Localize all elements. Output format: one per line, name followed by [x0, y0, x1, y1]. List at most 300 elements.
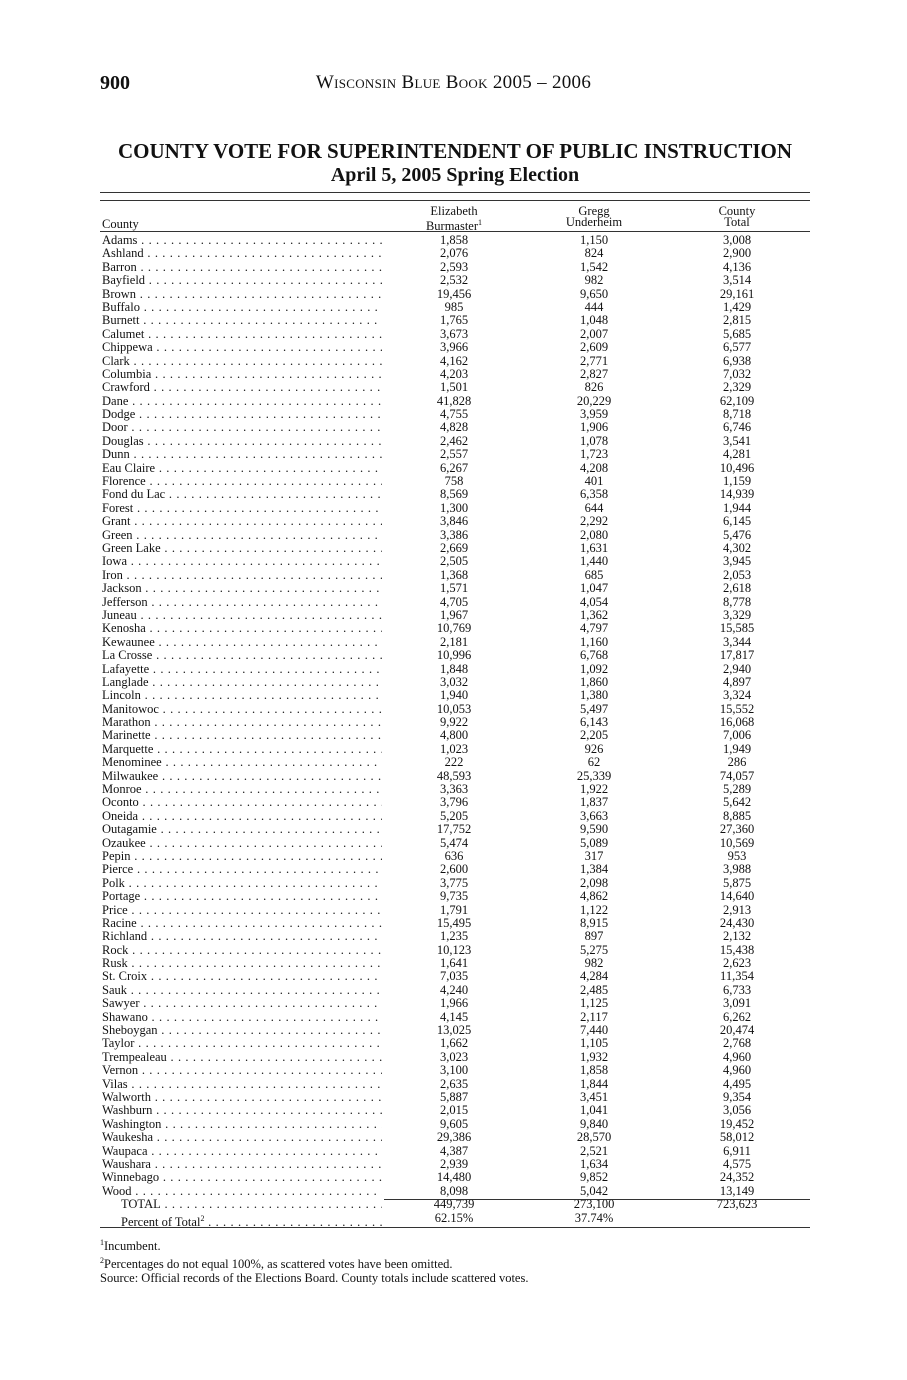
burmaster-votes: 2,462 — [439, 433, 469, 448]
county-name: Milwaukee . . . — [102, 770, 382, 783]
county-total-votes: 5,476 — [722, 527, 752, 542]
burmaster-votes: 2,635 — [439, 1076, 469, 1091]
county-name: Dane . . . — [102, 395, 382, 408]
county-name: Brown . . . — [102, 288, 382, 301]
county-total-votes: 13,149 — [719, 1183, 755, 1198]
county-name: St. Croix . . . — [102, 970, 382, 983]
underheim-votes: 1,041 — [579, 1103, 609, 1118]
col-underheim-line2: Underheim — [565, 215, 623, 229]
county-name: Waupaca . . . — [102, 1145, 382, 1158]
underheim-votes: 1,380 — [579, 688, 609, 703]
table-row — [0, 274, 907, 287]
county-name: Florence . . . — [102, 475, 382, 488]
county-name: Clark . . . — [102, 355, 382, 368]
table-row — [0, 729, 907, 742]
county-name: Waukesha . . . — [102, 1131, 382, 1144]
county-name: Jackson . . . — [102, 582, 382, 595]
underheim-votes: 20,229 — [576, 393, 612, 408]
county-total-votes: 3,056 — [722, 1103, 752, 1118]
table-row — [0, 703, 907, 716]
county-total-votes: 5,685 — [722, 326, 752, 341]
underheim-votes: 2,609 — [579, 340, 609, 355]
burmaster-votes: 3,846 — [439, 514, 469, 529]
footnotes — [100, 1236, 528, 1286]
county-total-votes: 2,053 — [722, 567, 752, 582]
table-row — [0, 970, 907, 983]
underheim-votes: 5,089 — [579, 835, 609, 850]
county-name: Wood . . . — [102, 1185, 382, 1198]
underheim-votes: 3,451 — [579, 1090, 609, 1104]
underheim-votes: 982 — [584, 273, 604, 288]
county-name: Washington . . . — [102, 1118, 382, 1131]
county-name: Juneau . . . — [102, 609, 382, 622]
underheim-votes: 1,125 — [579, 996, 609, 1011]
percent-underheim: 37.74% — [574, 1210, 614, 1225]
col-county-header: County — [102, 217, 139, 231]
county-total-votes: 1,159 — [722, 474, 752, 489]
burmaster-votes: 1,501 — [439, 380, 469, 395]
burmaster-votes: 1,765 — [439, 313, 469, 328]
county-total-votes: 2,815 — [722, 313, 752, 328]
county-total-votes: 7,032 — [722, 366, 752, 381]
burmaster-votes: 5,474 — [439, 835, 469, 850]
county-total-votes: 2,329 — [722, 380, 752, 395]
county-name: Marquette . . . — [102, 743, 382, 756]
page-title: COUNTY VOTE FOR SUPERINTENDENT OF PUBLIC INSTRUCTION — [117, 139, 793, 163]
footnote-1-mark: 1 — [100, 1238, 104, 1247]
county-total-votes: 4,960 — [722, 1063, 752, 1078]
burmaster-votes: 1,641 — [439, 956, 469, 971]
table-row — [0, 823, 907, 836]
table-row — [0, 542, 907, 555]
burmaster-votes: 13,025 — [436, 1023, 472, 1038]
burmaster-votes: 10,053 — [436, 701, 472, 716]
underheim-votes: 4,797 — [579, 621, 609, 636]
county-name: Jefferson . . . — [102, 596, 382, 609]
underheim-votes: 4,054 — [579, 594, 609, 609]
underheim-votes: 897 — [584, 929, 604, 944]
underheim-votes: 3,663 — [579, 808, 609, 823]
table-row — [0, 462, 907, 475]
burmaster-votes: 9,735 — [439, 889, 469, 904]
percent-burmaster: 62.15% — [434, 1210, 474, 1225]
table-row — [0, 609, 907, 622]
table-row — [0, 850, 907, 863]
county-name: Sawyer . . . — [102, 997, 382, 1010]
underheim-votes: 1,922 — [579, 782, 609, 797]
footnote-mark-2: 2 — [200, 1213, 205, 1223]
table-row — [0, 314, 907, 327]
burmaster-votes: 8,098 — [439, 1183, 469, 1198]
county-name: Dunn . . . — [102, 448, 382, 461]
county-total-votes: 286 — [727, 755, 747, 770]
county-name: Rock . . . — [102, 944, 382, 957]
county-total-votes: 6,746 — [722, 420, 752, 435]
burmaster-votes: 2,593 — [439, 259, 469, 274]
underheim-votes: 1,092 — [579, 661, 609, 676]
underheim-votes: 826 — [584, 380, 604, 395]
table-row — [0, 783, 907, 796]
county-total-votes: 4,281 — [722, 447, 752, 462]
running-head-bk: B — [445, 72, 459, 93]
county-name: Door . . . — [102, 421, 382, 434]
county-total-votes: 10,496 — [719, 460, 755, 475]
burmaster-votes: 3,386 — [439, 527, 469, 542]
burmaster-votes: 8,569 — [439, 487, 469, 502]
table-row — [0, 984, 907, 997]
burmaster-votes: 1,858 — [439, 233, 469, 247]
county-total-votes: 15,585 — [719, 621, 755, 636]
burmaster-votes: 6,267 — [439, 460, 469, 475]
table-row — [0, 381, 907, 394]
table-row — [0, 569, 907, 582]
underheim-votes: 6,143 — [579, 715, 609, 730]
underheim-votes: 926 — [584, 741, 604, 756]
county-name: Green . . . — [102, 529, 382, 542]
underheim-votes: 685 — [584, 567, 604, 582]
county-name: Buffalo . . . — [102, 301, 382, 314]
burmaster-votes: 2,532 — [439, 273, 469, 288]
county-total-votes: 3,344 — [722, 634, 752, 649]
burmaster-votes: 3,363 — [439, 782, 469, 797]
underheim-votes: 2,521 — [579, 1143, 609, 1158]
county-total-votes: 4,960 — [722, 1049, 752, 1064]
table-row — [0, 355, 907, 368]
col-burmaster-line1: Elizabeth — [430, 204, 478, 218]
table-row — [0, 1185, 907, 1198]
county-total-votes: 3,988 — [722, 862, 752, 877]
county-name: Racine . . . — [102, 917, 382, 930]
table-row — [0, 770, 907, 783]
col-burmaster-line2-wrap — [384, 217, 524, 232]
county-total-votes: 6,262 — [722, 1009, 752, 1024]
county-name: Menominee . . . — [102, 756, 382, 769]
underheim-votes: 2,117 — [580, 1009, 608, 1024]
underheim-votes: 7,440 — [579, 1023, 609, 1038]
underheim-votes: 9,650 — [579, 286, 609, 301]
col-burmaster-header — [384, 206, 524, 232]
county-name: Adams . . . — [102, 234, 382, 247]
county-total-votes: 3,091 — [722, 996, 752, 1011]
source-note: Source: Official records of the Elections Board. County totals include scattered votes. — [100, 1271, 529, 1286]
county-name: Langlade . . . — [102, 676, 382, 689]
burmaster-votes: 15,495 — [436, 915, 472, 930]
burmaster-votes: 3,100 — [439, 1063, 469, 1078]
county-name: Lafayette . . . — [102, 663, 382, 676]
county-total-votes: 2,623 — [722, 956, 752, 971]
table-row — [0, 596, 907, 609]
county-total-votes: 14,939 — [719, 487, 755, 502]
table-row — [0, 796, 907, 809]
county-total-votes: 14,640 — [719, 889, 755, 904]
table-row — [0, 555, 907, 568]
county-total-votes: 8,718 — [722, 407, 752, 422]
burmaster-votes: 10,769 — [436, 621, 472, 636]
county-total-votes: 3,514 — [722, 273, 752, 288]
county-name: Washburn . . . — [102, 1104, 382, 1117]
running-head-b-small: lue — [414, 72, 441, 93]
footnote-mark-1: 1 — [478, 218, 483, 227]
total-row — [0, 1198, 907, 1211]
table-row — [0, 1064, 907, 1077]
county-total-votes: 3,541 — [722, 433, 752, 448]
county-name: Richland . . . — [102, 930, 382, 943]
burmaster-votes: 1,300 — [439, 500, 469, 515]
county-total-votes: 15,552 — [719, 701, 755, 716]
county-total-votes: 8,885 — [722, 808, 752, 823]
table-row — [0, 288, 907, 301]
header-top-rule — [100, 200, 810, 201]
header-bottom-rule — [100, 231, 810, 232]
table-row — [0, 1171, 907, 1184]
table-row — [0, 1145, 907, 1158]
county-name: Dodge . . . — [102, 408, 382, 421]
burmaster-votes: 2,505 — [439, 554, 469, 569]
table-row — [0, 1158, 907, 1171]
county-name: Oconto . . . — [102, 796, 382, 809]
underheim-votes: 62 — [587, 755, 601, 770]
underheim-votes: 5,042 — [579, 1183, 609, 1198]
underheim-votes: 824 — [584, 246, 604, 261]
burmaster-votes: 3,032 — [439, 674, 469, 689]
burmaster-votes: 2,181 — [439, 634, 469, 649]
county-total-votes: 24,352 — [719, 1170, 755, 1185]
county-total-votes: 24,430 — [719, 915, 755, 930]
burmaster-votes: 4,162 — [439, 353, 469, 368]
col-burmaster-line2: Burmaster — [425, 219, 479, 234]
underheim-votes: 5,275 — [579, 942, 609, 957]
burmaster-votes: 4,203 — [439, 366, 469, 381]
burmaster-votes: 4,755 — [439, 407, 469, 422]
county-name: Barron . . . — [102, 261, 382, 274]
burmaster-votes: 10,123 — [436, 942, 472, 957]
county-total-votes: 74,057 — [719, 768, 755, 783]
county-name: Chippewa . . . — [102, 341, 382, 354]
table-row — [0, 502, 907, 515]
underheim-votes: 28,570 — [576, 1130, 612, 1145]
underheim-votes: 2,485 — [579, 982, 609, 997]
col-total-header — [667, 206, 807, 228]
burmaster-votes: 1,967 — [439, 607, 469, 622]
underheim-votes: 4,862 — [579, 889, 609, 904]
table-row — [0, 904, 907, 917]
footnote-1 — [100, 1236, 528, 1254]
burmaster-votes: 1,235 — [439, 929, 469, 944]
total-burmaster: 449,739 — [433, 1197, 475, 1212]
footnote-1-text: Incumbent. — [104, 1239, 161, 1254]
burmaster-votes: 1,791 — [439, 902, 469, 917]
burmaster-votes: 2,557 — [439, 447, 469, 462]
burmaster-votes: 1,966 — [439, 996, 469, 1011]
burmaster-votes: 9,605 — [439, 1116, 469, 1131]
underheim-votes: 644 — [584, 500, 604, 515]
burmaster-votes: 636 — [444, 848, 464, 863]
burmaster-votes: 5,205 — [439, 808, 469, 823]
county-name: Grant . . . — [102, 515, 382, 528]
running-head — [0, 72, 907, 94]
county-name: Lincoln . . . — [102, 689, 382, 702]
burmaster-votes: 4,705 — [439, 594, 469, 609]
table-row — [0, 234, 907, 247]
county-total-votes: 4,302 — [722, 540, 752, 555]
table-row — [0, 944, 907, 957]
county-name: Outagamie . . . — [102, 823, 382, 836]
county-total-votes: 3,008 — [722, 233, 752, 247]
county-total-votes: 3,329 — [722, 607, 752, 622]
table-row — [0, 1037, 907, 1050]
burmaster-votes: 985 — [444, 299, 464, 314]
burmaster-votes: 19,456 — [436, 286, 472, 301]
county-total-votes: 6,733 — [722, 982, 752, 997]
county-name: Marathon . . . — [102, 716, 382, 729]
underheim-votes: 401 — [584, 474, 604, 489]
burmaster-votes: 4,800 — [439, 728, 469, 743]
table-row — [0, 930, 907, 943]
county-total-votes: 9,354 — [722, 1090, 752, 1104]
table-row — [0, 1024, 907, 1037]
col-total-line1: County — [718, 204, 756, 218]
county-total-votes: 5,875 — [722, 875, 752, 890]
county-total-votes: 4,136 — [722, 259, 752, 274]
underheim-votes: 1,860 — [579, 674, 609, 689]
county-total-votes: 2,913 — [722, 902, 752, 917]
county-name: Vernon . . . — [102, 1064, 382, 1077]
county-total-votes: 6,145 — [722, 514, 752, 529]
county-name: Bayfield . . . — [102, 274, 382, 287]
burmaster-votes: 29,386 — [436, 1130, 472, 1145]
table-row — [0, 488, 907, 501]
running-head-bk-small: ook — [458, 72, 488, 93]
county-name: Calumet . . . — [102, 328, 382, 341]
percent-label-text: Percent of Total — [121, 1214, 201, 1229]
table-row — [0, 716, 907, 729]
county-name: Kenosha . . . — [102, 622, 382, 635]
page-number: 900 — [100, 72, 130, 94]
county-name: Sheboygan . . . — [102, 1024, 382, 1037]
burmaster-votes: 1,848 — [439, 661, 469, 676]
county-total-votes: 6,938 — [722, 353, 752, 368]
county-name: Eau Claire . . . — [102, 462, 382, 475]
table-row — [0, 1091, 907, 1104]
burmaster-votes: 758 — [444, 474, 464, 489]
county-name: Winnebago . . . — [102, 1171, 382, 1184]
percent-row — [0, 1210, 907, 1229]
county-total-votes: 3,324 — [722, 688, 752, 703]
county-name: Oneida . . . — [102, 810, 382, 823]
table-row — [0, 261, 907, 274]
county-name: Green Lake . . . — [102, 542, 382, 555]
table-row — [0, 649, 907, 662]
col-underheim-header — [524, 206, 664, 228]
underheim-votes: 2,827 — [579, 366, 609, 381]
underheim-votes: 1,150 — [579, 233, 609, 247]
table-row — [0, 636, 907, 649]
burmaster-votes: 3,775 — [439, 875, 469, 890]
burmaster-votes: 3,673 — [439, 326, 469, 341]
title-rule — [100, 192, 810, 193]
county-name: Price . . . — [102, 904, 382, 917]
underheim-votes: 1,906 — [579, 420, 609, 435]
total-all: 723,623 — [716, 1197, 758, 1212]
table-row — [0, 837, 907, 850]
burmaster-votes: 2,600 — [439, 862, 469, 877]
underheim-votes: 3,959 — [579, 407, 609, 422]
footnote-2-text: Percentages do not equal 100%, as scattered votes have been omitted. — [104, 1256, 453, 1271]
col-total-line2: Total — [724, 215, 750, 229]
table-bottom-rule — [100, 1227, 810, 1228]
burmaster-votes: 9,922 — [439, 715, 469, 730]
county-name: Iron . . . — [102, 569, 382, 582]
county-name: La Crosse . . . — [102, 649, 382, 662]
running-head-b: B — [401, 72, 415, 93]
table-row — [0, 957, 907, 970]
table-row — [0, 622, 907, 635]
underheim-votes: 1,440 — [579, 554, 609, 569]
county-total-votes: 16,068 — [719, 715, 755, 730]
county-name: Monroe . . . — [102, 783, 382, 796]
county-total-votes: 4,897 — [722, 674, 752, 689]
underheim-votes: 6,768 — [579, 648, 609, 663]
underheim-votes: 2,007 — [579, 326, 609, 341]
burmaster-votes: 1,368 — [439, 567, 469, 582]
underheim-votes: 1,844 — [579, 1076, 609, 1091]
table-row — [0, 1104, 907, 1117]
county-total-votes: 17,817 — [719, 648, 755, 663]
burmaster-votes: 7,035 — [439, 969, 469, 984]
county-name: Crawford . . . — [102, 381, 382, 394]
table-row — [0, 1118, 907, 1131]
county-total-votes: 3,945 — [722, 554, 752, 569]
county-total-votes: 58,012 — [719, 1130, 755, 1145]
county-name: Kewaunee . . . — [102, 636, 382, 649]
table-row — [0, 475, 907, 488]
running-head-w: W — [315, 72, 335, 93]
running-head-years: 2005 – 2006 — [492, 72, 592, 93]
county-vote-table — [0, 233, 907, 1229]
county-name: Walworth . . . — [102, 1091, 382, 1104]
underheim-votes: 982 — [584, 956, 604, 971]
underheim-votes: 1,078 — [579, 433, 609, 448]
underheim-votes: 25,339 — [576, 768, 612, 783]
county-total-votes: 27,360 — [719, 822, 755, 837]
table-row — [0, 395, 907, 408]
table-row — [0, 877, 907, 890]
county-name: Manitowoc . . . — [102, 703, 382, 716]
county-name: Columbia . . . — [102, 368, 382, 381]
county-name: Forest . . . — [102, 502, 382, 515]
county-total-votes: 4,575 — [722, 1156, 752, 1171]
county-total-votes: 5,642 — [722, 795, 752, 810]
table-row — [0, 676, 907, 689]
county-name: Shawano . . . — [102, 1011, 382, 1024]
table-row — [0, 689, 907, 702]
burmaster-votes: 2,669 — [439, 540, 469, 555]
underheim-votes: 9,590 — [579, 822, 609, 837]
underheim-votes: 1,047 — [579, 581, 609, 596]
county-total-votes: 2,618 — [722, 581, 752, 596]
county-total-votes: 2,132 — [722, 929, 752, 944]
underheim-votes: 2,080 — [579, 527, 609, 542]
underheim-votes: 1,634 — [579, 1156, 609, 1171]
underheim-votes: 9,852 — [579, 1170, 609, 1185]
underheim-votes: 1,105 — [579, 1036, 609, 1051]
footnote-2-mark: 2 — [100, 1255, 104, 1265]
burmaster-votes: 222 — [444, 755, 464, 770]
burmaster-votes: 14,480 — [436, 1170, 472, 1185]
table-row — [0, 368, 907, 381]
county-total-votes: 5,289 — [722, 782, 752, 797]
burmaster-votes: 41,828 — [436, 393, 472, 408]
